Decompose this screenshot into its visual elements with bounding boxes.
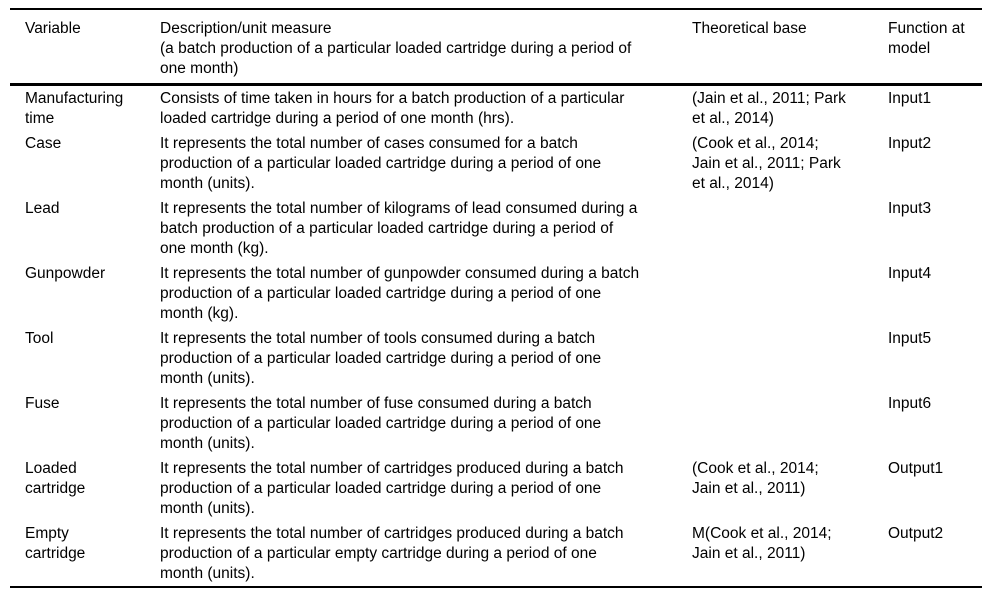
theoretical-base-cell: (Jain et al., 2011; Park et al., 2014): [692, 90, 846, 127]
variable-cell: Tool: [25, 330, 54, 347]
table-row: [10, 326, 982, 391]
description-cell: It represents the total number of tools consumed during a batch production of a particular loaded cartridge during a period of one month (units).: [160, 330, 602, 387]
header-variable-label: Variable: [25, 20, 81, 37]
variable-cell: Loaded cartridge: [25, 460, 86, 497]
table-body: [10, 85, 982, 588]
variable-cell: Fuse: [25, 395, 60, 412]
description-cell: It represents the total number of gunpowder consumed during a batch production of a particular loaded cartridge during a period of one month (kg).: [160, 265, 640, 322]
table-header-row: [10, 9, 982, 85]
variables-table: [10, 8, 982, 588]
table-row: [10, 196, 982, 261]
header-description-title: Description/unit measure: [160, 20, 332, 37]
variable-cell: Gunpowder: [25, 265, 106, 282]
theoretical-base-cell: M(Cook et al., 2014; Jain et al., 2011): [692, 525, 832, 562]
variable-cell: Lead: [25, 200, 60, 217]
description-cell: It represents the total number of fuse consumed during a batch production of a particular loaded cartridge during a period of one month (units).: [160, 395, 602, 452]
description-cell: It represents the total number of cases consumed for a batch production of a particular loaded cartridge during a period of one month (units).: [160, 135, 602, 192]
variable-cell: Empty cartridge: [25, 525, 86, 562]
description-cell: It represents the total number of kilograms of lead consumed during a batch production of a particular loaded cartridge during a period of one month (kg).: [160, 200, 638, 257]
function-cell: Input2: [888, 135, 932, 152]
header-description: [160, 9, 692, 85]
theoretical-base-cell: [692, 326, 888, 391]
function-cell: Input4: [888, 265, 932, 282]
variable-cell: Case: [25, 135, 62, 152]
header-theoretical-base: [692, 9, 888, 85]
header-theoretical-base-label: Theoretical base: [692, 20, 807, 37]
table-row: [10, 85, 982, 132]
table-row: [10, 261, 982, 326]
theoretical-base-cell: (Cook et al., 2014; Jain et al., 2011; Park et al., 2014): [692, 135, 841, 192]
header-function-at-model-label: Function at model: [888, 20, 965, 57]
table-row: [10, 391, 982, 456]
description-cell: It represents the total number of cartridges produced during a batch production of a particular loaded cartridge during a period of one month (units).: [160, 460, 624, 517]
function-cell: Input1: [888, 90, 932, 107]
table-row: [10, 131, 982, 196]
description-cell: It represents the total number of cartridges produced during a batch production of a particular empty cartridge during a period of one month (units).: [160, 525, 624, 582]
theoretical-base-cell: [692, 391, 888, 456]
function-cell: Input6: [888, 395, 932, 412]
description-cell: Consists of time taken in hours for a batch production of a particular loaded cartridge during a period of one month (hrs).: [160, 90, 625, 127]
theoretical-base-cell: [692, 261, 888, 326]
function-cell: Input5: [888, 330, 932, 347]
header-function-at-model: [888, 9, 982, 85]
function-cell: Output2: [888, 525, 944, 542]
table-header: [10, 9, 982, 85]
table-row: [10, 456, 982, 521]
header-variable: [10, 9, 160, 85]
function-cell: Output1: [888, 460, 944, 477]
theoretical-base-cell: [692, 196, 888, 261]
theoretical-base-cell: (Cook et al., 2014; Jain et al., 2011): [692, 460, 819, 497]
function-cell: Input3: [888, 200, 932, 217]
variable-cell: Manufacturing time: [25, 90, 124, 127]
header-description-note: (a batch production of a particular loaded cartridge during a period of one month): [160, 40, 632, 77]
table-row: [10, 521, 982, 587]
